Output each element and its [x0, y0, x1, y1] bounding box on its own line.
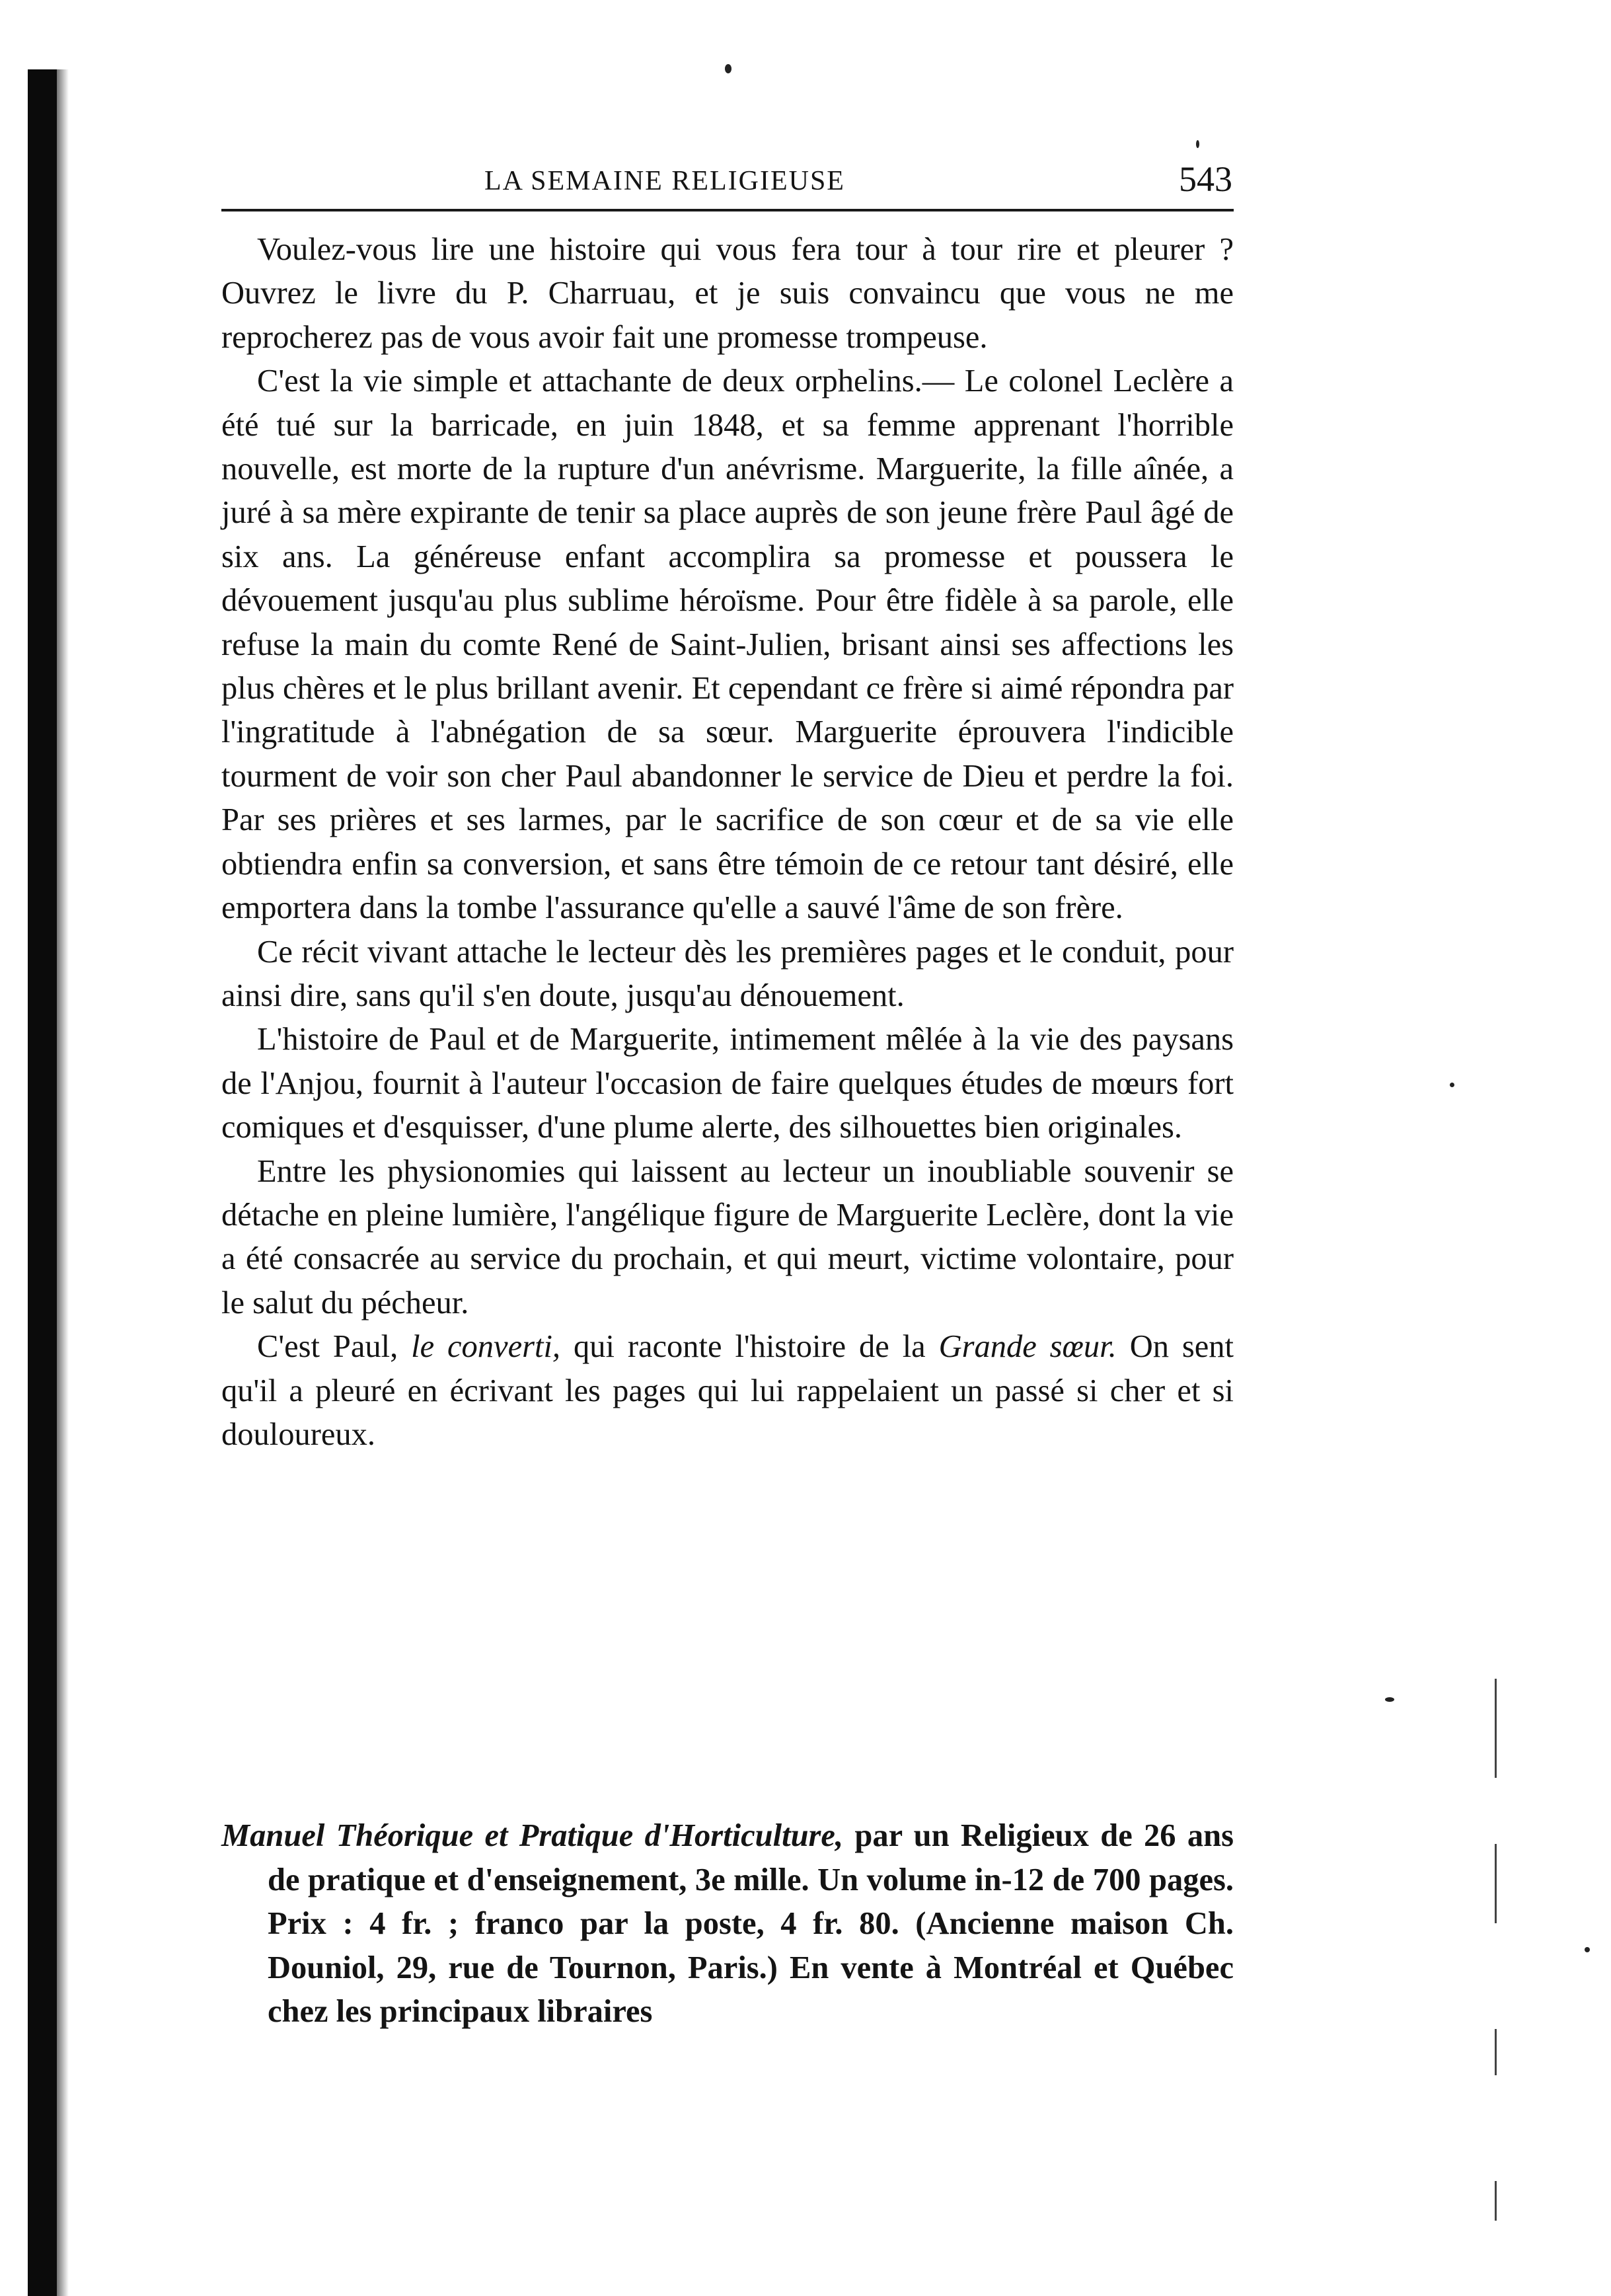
paragraph-4: L'histoire de Paul et de Marguerite, intimement mêlée à la vie des paysans de l'Anjou, fournit à l'auteur l'occasion de faire quelques études de mœurs fort comiques et d'esquisser, d'une plume alerte, des silhouettes bien originales.: [221, 1022, 1234, 1145]
print-speck: [1585, 1947, 1590, 1952]
paragraph-6: [221, 1325, 1234, 1457]
header-rule: [221, 209, 1234, 211]
paragraph-2: C'est la vie simple et attachante de deux orphelins.— Le colonel Leclère a été tué sur la barricade, en juin 1848, et sa femme apprenant l'horrible nouvelle, est morte de la rupture d'un anévrisme. Marguerite, la fille aînée, a juré à sa mère expirante de tenir sa place auprès de son jeune frère Paul âgé de six ans. La généreuse enfant accomplira sa promesse et poussera le dévouement jusqu'au plus sublime héroïsme. Pour être fidèle à sa parole, elle refuse la main du comte René de Saint-Julien, brisant ainsi ses affections les plus chères et le plus brillant avenir. Et cependant ce frère si aimé répondra par l'ingratitude à l'abnégation de sa sœur. Marguerite éprouvera l'indicible tourment de voir son cher Paul abandonner le service de Dieu et perdre la foi. Par ses prières et ses larmes, par le sacrifice de son cœur et de sa vie elle obtiendra enfin sa conversion, et sans être témoin de ce retour tant désiré, elle emportera dans la tombe l'assurance qu'elle a sauvé l'âme de son frère.: [221, 364, 1234, 926]
paragraph-6-start: C'est Paul,: [257, 1329, 412, 1365]
book-notice-title: Manuel Théorique et Pratique d'Horticulture,: [221, 1818, 844, 1853]
print-speck: [1196, 140, 1199, 148]
italic-le-converti: le converti,: [411, 1329, 561, 1365]
italic-grande-soeur: Grande sœur.: [938, 1329, 1117, 1365]
paragraph-6-end: On sent qu'il a pleuré en écrivant les pages qui lui rappelaient un passé si cher et si douloureux.: [221, 1329, 1234, 1452]
running-head-title: LA SEMAINE RELIGIEUSE: [484, 166, 845, 196]
page-number: 543: [1179, 159, 1232, 199]
margin-trace: [1495, 1679, 1497, 1778]
article-body: [221, 228, 1234, 1457]
running-head: [221, 159, 1232, 202]
margin-trace: [1495, 1844, 1497, 1923]
margin-trace: [1495, 2181, 1497, 2221]
paragraph-1: Voulez-vous lire une histoire qui vous fera tour à tour rire et pleurer ? Ouvrez le livre du P. Charruau, et je suis convaincu que vous ne me reprocherez pas de vous avoir fait une promesse trompeuse.: [221, 232, 1234, 355]
print-speck: [725, 64, 731, 73]
book-notice-text: par un Religieux de 26 ans de pratique et d'enseignement, 3e mille. Un volume in-12 de 700 pages. Prix : 4 fr. ; franco par la poste, 4 fr. 80. (Ancienne maison Ch. Douniol, 29, rue de Tournon, Paris.) En vente à Montréal et Québec chez les principaux libraires: [268, 1818, 1234, 2029]
paragraph-6-middle: qui raconte l'histoire de la: [560, 1329, 939, 1365]
paragraph-3: Ce récit vivant attache le lecteur dès les premières pages et le conduit, pour ainsi dire, sans qu'il s'en doute, jusqu'au dénouement.: [221, 934, 1234, 1013]
print-speck: [1385, 1697, 1394, 1702]
paragraph-5: Entre les physionomies qui laissent au lecteur un inoubliable souvenir se détache en pleine lumière, l'angélique figure de Marguerite Leclère, dont la vie a été consacrée au service du prochain, et qui meurt, victime volontaire, pour le salut du pécheur.: [221, 1153, 1234, 1320]
page-binding-edge: [28, 69, 57, 2296]
book-notice: [221, 1814, 1234, 2034]
print-speck: [1450, 1083, 1454, 1087]
margin-trace: [1495, 2029, 1497, 2075]
